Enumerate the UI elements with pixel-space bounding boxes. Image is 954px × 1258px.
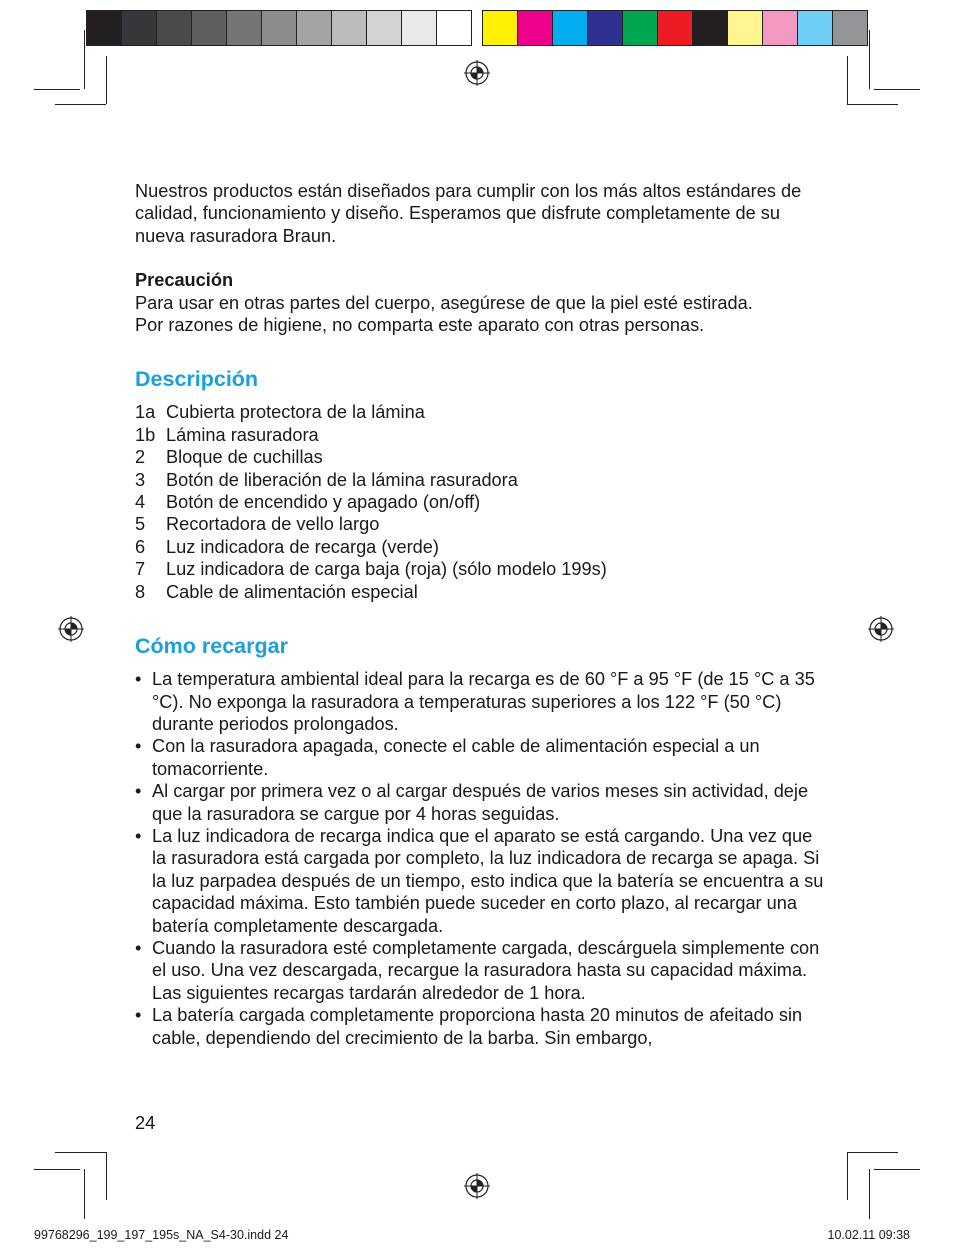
bullet-icon: • <box>135 736 142 757</box>
charging-item-text: Con la rasuradora apagada, conecte el cable de alimentación especial a un tomacorriente. <box>152 736 760 779</box>
color-swatch <box>402 11 437 45</box>
charging-item <box>135 1004 825 1049</box>
charging-item <box>135 825 825 937</box>
slug-datetime: 10.02.11 09:38 <box>827 1228 910 1242</box>
description-item-number: 3 <box>135 469 146 490</box>
description-item-text: Luz indicadora de recarga (verde) <box>166 536 439 557</box>
slug-filename: 99768296_199_197_195s_NA_S4-30.indd 24 <box>34 1228 289 1242</box>
charging-list <box>135 668 825 1049</box>
color-calibration-bar <box>482 10 868 46</box>
description-item-number: 1a <box>135 402 156 423</box>
bullet-icon: • <box>135 825 142 846</box>
color-swatch <box>658 11 693 45</box>
description-item-number: 6 <box>135 536 146 557</box>
crop-mark <box>847 1152 898 1153</box>
crop-mark <box>84 30 85 89</box>
color-swatch <box>553 11 588 45</box>
page-content <box>135 180 825 1049</box>
description-item-text: Botón de encendido y apagado (on/off) <box>166 492 481 513</box>
crop-mark <box>84 1169 85 1219</box>
description-item-text: Recortadora de vello largo <box>166 514 380 535</box>
crop-mark <box>847 56 848 104</box>
description-item-text: Luz indicadora de carga baja (roja) (sólo modelo 199s) <box>166 559 607 580</box>
crop-mark <box>34 1169 80 1170</box>
color-swatch <box>437 11 471 45</box>
description-item-text: Bloque de cuchillas <box>166 447 323 468</box>
description-item <box>135 558 825 580</box>
description-item <box>135 446 825 468</box>
color-swatch <box>798 11 833 45</box>
caution-text: Por razones de higiene, no comparta este aparato con otras personas. <box>135 315 705 336</box>
color-swatch <box>483 11 518 45</box>
caution-heading: Precaución <box>135 270 234 291</box>
color-swatch <box>728 11 763 45</box>
description-item <box>135 513 825 535</box>
description-item-number: 8 <box>135 581 146 602</box>
description-item-text: Cable de alimentación especial <box>166 581 418 602</box>
bullet-icon: • <box>135 1005 142 1026</box>
charging-item-text: La batería cargada completamente proporciona hasta 20 minutos de afeitado sin cable, dependiendo del crecimiento de la barba. Sin embargo, <box>152 1005 803 1048</box>
description-item-text: Cubierta protectora de la lámina <box>166 402 425 423</box>
color-swatch <box>833 11 867 45</box>
charging-item <box>135 780 825 825</box>
color-swatch <box>763 11 798 45</box>
description-item <box>135 424 825 446</box>
color-swatch <box>297 11 332 45</box>
crop-mark <box>55 1152 106 1153</box>
description-item <box>135 536 825 558</box>
registration-mark-icon <box>464 60 490 86</box>
charging-item-text: La temperatura ambiental ideal para la recarga es de 60 °F a 95 °F (de 15 °C a 35 °C). No exponga la rasuradora a temperaturas superiores a los 122 °F (50 °C) durante periodos prolongados. <box>152 669 815 734</box>
charging-item-text: La luz indicadora de recarga indica que el aparato se está cargando. Una vez que la rasuradora está cargada por completo, la luz indicadora de recarga se apaga. Si la luz parpadea después de un tiempo, esto indica que la batería se encuentra a su capacidad máxima. Esto también puede suceder en corto plazo, al recargar una batería completamente descargada. <box>152 825 824 936</box>
bullet-icon: • <box>135 937 142 958</box>
charging-item <box>135 668 825 735</box>
crop-mark <box>847 104 898 105</box>
description-item-number: 1b <box>135 424 156 445</box>
charging-item-text: Cuando la rasuradora esté completamente cargada, descárguela simplemente con el uso. Una vez descargada, recargue la rasuradora hasta su capacidad máxima. Las siguientes recargas tardarán alrededor de 1 hora. <box>152 937 820 1003</box>
color-swatch <box>122 11 157 45</box>
color-swatch <box>518 11 553 45</box>
color-swatch <box>157 11 192 45</box>
description-item-number: 7 <box>135 559 146 580</box>
color-swatch <box>693 11 728 45</box>
crop-mark <box>55 104 106 105</box>
description-item-text: Botón de liberación de la lámina rasuradora <box>166 469 518 490</box>
description-item-number: 4 <box>135 492 146 513</box>
description-heading: Descripción <box>135 367 259 392</box>
registration-mark-icon <box>868 616 894 642</box>
color-swatch <box>227 11 262 45</box>
caution-text: Para usar en otras partes del cuerpo, asegúrese de que la piel esté estirada. <box>135 292 753 313</box>
crop-mark <box>34 89 80 90</box>
color-swatch <box>192 11 227 45</box>
charging-item <box>135 735 825 780</box>
crop-mark <box>847 1152 848 1200</box>
crop-mark <box>106 56 107 104</box>
bullet-icon: • <box>135 781 142 802</box>
charging-heading: Cómo recargar <box>135 634 288 659</box>
description-item <box>135 491 825 513</box>
color-swatch <box>623 11 658 45</box>
color-swatch <box>262 11 297 45</box>
intro-paragraph: Nuestros productos están diseñados para cumplir con los más altos estándares de calidad, funcionamiento y diseño. Esperamos que disfrute completamente de su nueva rasuradora Braun. <box>135 181 802 246</box>
color-swatch <box>367 11 402 45</box>
description-item <box>135 469 825 491</box>
description-item-number: 2 <box>135 447 146 468</box>
crop-mark <box>874 89 920 90</box>
registration-mark-icon <box>58 616 84 642</box>
description-list <box>135 401 825 603</box>
crop-mark <box>869 1169 870 1219</box>
color-swatch <box>332 11 367 45</box>
description-item-number: 5 <box>135 514 146 535</box>
charging-item-text: Al cargar por primera vez o al cargar después de varios meses sin actividad, deje que la rasuradora se cargue por 4 horas seguidas. <box>152 781 809 824</box>
description-item <box>135 581 825 603</box>
registration-mark-icon <box>464 1173 490 1199</box>
crop-mark <box>874 1169 920 1170</box>
color-swatch <box>588 11 623 45</box>
bullet-icon: • <box>135 669 142 690</box>
crop-mark <box>106 1152 107 1200</box>
grayscale-calibration-bar <box>86 10 472 46</box>
page-number: 24 <box>135 1113 156 1133</box>
crop-mark <box>869 30 870 89</box>
description-item <box>135 401 825 423</box>
charging-item <box>135 937 825 1004</box>
color-swatch <box>87 11 122 45</box>
description-item-text: Lámina rasuradora <box>166 424 319 445</box>
